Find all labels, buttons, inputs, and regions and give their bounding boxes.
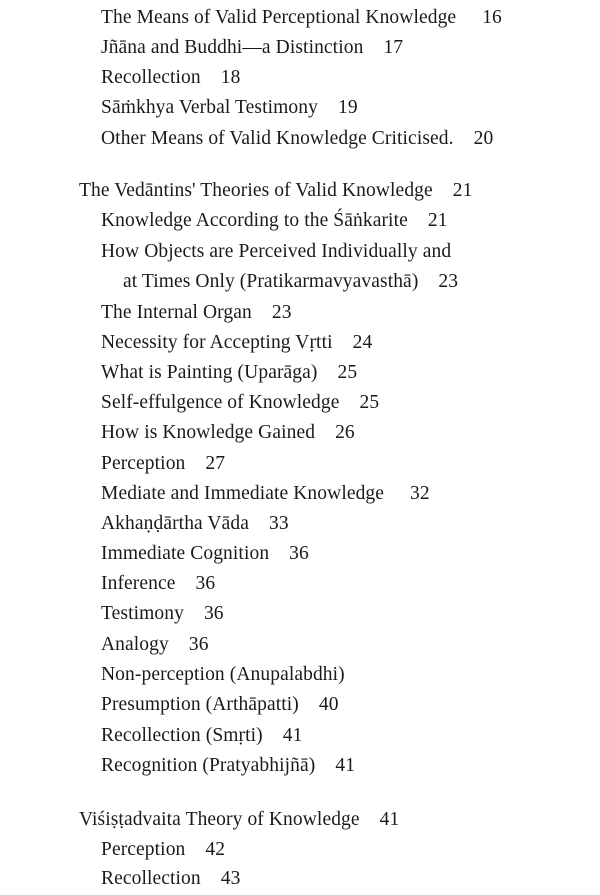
entry-page: 43: [220, 868, 241, 889]
entry-page: 24: [352, 332, 373, 353]
toc-entry: [101, 331, 372, 355]
entry-page: 33: [268, 513, 289, 534]
toc-entry: [101, 838, 225, 862]
entry-title: Recognition (Pratyabhijñā): [101, 755, 316, 776]
entry-title: Akhaṇḍārtha Vāda: [101, 513, 249, 534]
entry-page: 32: [410, 483, 430, 504]
entry-page: 36: [195, 573, 216, 594]
entry-page: 36: [188, 634, 209, 655]
entry-title: Necessity for Accepting Vṛtti: [101, 332, 333, 353]
entry-page: 21: [427, 210, 448, 231]
entry-title: Knowledge According to the Śāṅkarite: [101, 210, 408, 231]
toc-entry: [101, 391, 379, 415]
entry-title: Inference: [101, 573, 176, 594]
entry-title: Other Means of Valid Knowledge Criticised.: [101, 128, 454, 149]
toc-entry: [101, 663, 345, 687]
toc-entry: [101, 301, 292, 325]
toc-section-heading: [79, 808, 399, 832]
entry-title: Immediate Cognition: [101, 543, 270, 564]
toc-entry: [101, 867, 240, 891]
entry-page: 40: [318, 694, 339, 715]
entry-title: Jñāna and Buddhi—a Distinction: [101, 37, 364, 58]
entry-page: 20: [473, 128, 494, 149]
toc-entry: [101, 36, 403, 60]
entry-page: 26: [335, 422, 355, 443]
entry-title: Recollection: [101, 67, 201, 88]
toc-entry: [101, 512, 289, 536]
entry-page: 23: [438, 271, 459, 292]
toc-entry: [101, 6, 502, 30]
entry-page: 41: [282, 725, 303, 746]
toc-entry-continuation: [123, 270, 458, 294]
toc-entry: [101, 633, 209, 657]
toc-entry: [101, 482, 430, 506]
toc-entry: [101, 127, 493, 151]
entry-title: Analogy: [101, 634, 169, 655]
entry-title: Sāṁkhya Verbal Testimony: [101, 97, 318, 118]
entry-page: 27: [205, 453, 226, 474]
toc-entry: [101, 209, 448, 233]
entry-page: 41: [379, 809, 400, 830]
toc-entry: [101, 542, 309, 566]
toc-entry: [101, 421, 355, 445]
entry-title: The Internal Organ: [101, 302, 252, 323]
toc-entry: [101, 96, 358, 120]
entry-title: Perception: [101, 839, 186, 860]
entry-page: 23: [271, 302, 292, 323]
toc-entry: [101, 724, 302, 748]
entry-page: 19: [337, 97, 358, 118]
entry-title: How is Knowledge Gained: [101, 422, 316, 443]
toc-entry: [101, 361, 357, 385]
toc-entry: [101, 452, 225, 476]
entry-title: Non-perception (Anupalabdhi): [101, 664, 345, 685]
entry-title: at Times Only (Pratikarmavyavasthā): [123, 271, 419, 292]
toc-entry: [101, 754, 355, 778]
entry-page: 21: [452, 180, 473, 201]
entry-title: The Vedāntins' Theories of Valid Knowledge: [79, 180, 433, 201]
entry-page: 16: [482, 7, 502, 28]
entry-page: 25: [337, 362, 358, 383]
toc-entry: [101, 602, 224, 626]
entry-page: 18: [220, 67, 241, 88]
entry-page: 41: [335, 755, 356, 776]
entry-title: Recollection (Smṛti): [101, 725, 263, 746]
entry-page: 17: [383, 37, 404, 58]
entry-title: The Means of Valid Perceptional Knowledge: [101, 7, 457, 28]
entry-page: 36: [289, 543, 309, 564]
entry-title: Perception: [101, 453, 186, 474]
entry-title: How Objects are Perceived Individually and: [101, 241, 452, 262]
toc-entry: [101, 66, 240, 90]
entry-title: Viśiṣṭadvaita Theory of Knowledge: [79, 809, 360, 830]
entry-page: 25: [359, 392, 380, 413]
entry-title: Testimony: [101, 603, 184, 624]
toc-entry: [101, 693, 339, 717]
toc-section-heading: [79, 179, 472, 203]
entry-page: 42: [205, 839, 226, 860]
entry-title: Self-effulgence of Knowledge: [101, 392, 340, 413]
entry-title: Recollection: [101, 868, 201, 889]
entry-title: Mediate and Immediate Knowledge: [101, 483, 385, 504]
toc-entry: [101, 240, 451, 264]
entry-title: What is Painting (Uparāga): [101, 362, 318, 383]
toc-entry: [101, 572, 215, 596]
entry-title: Presumption (Arthāpatti): [101, 694, 299, 715]
entry-page: 36: [203, 603, 224, 624]
